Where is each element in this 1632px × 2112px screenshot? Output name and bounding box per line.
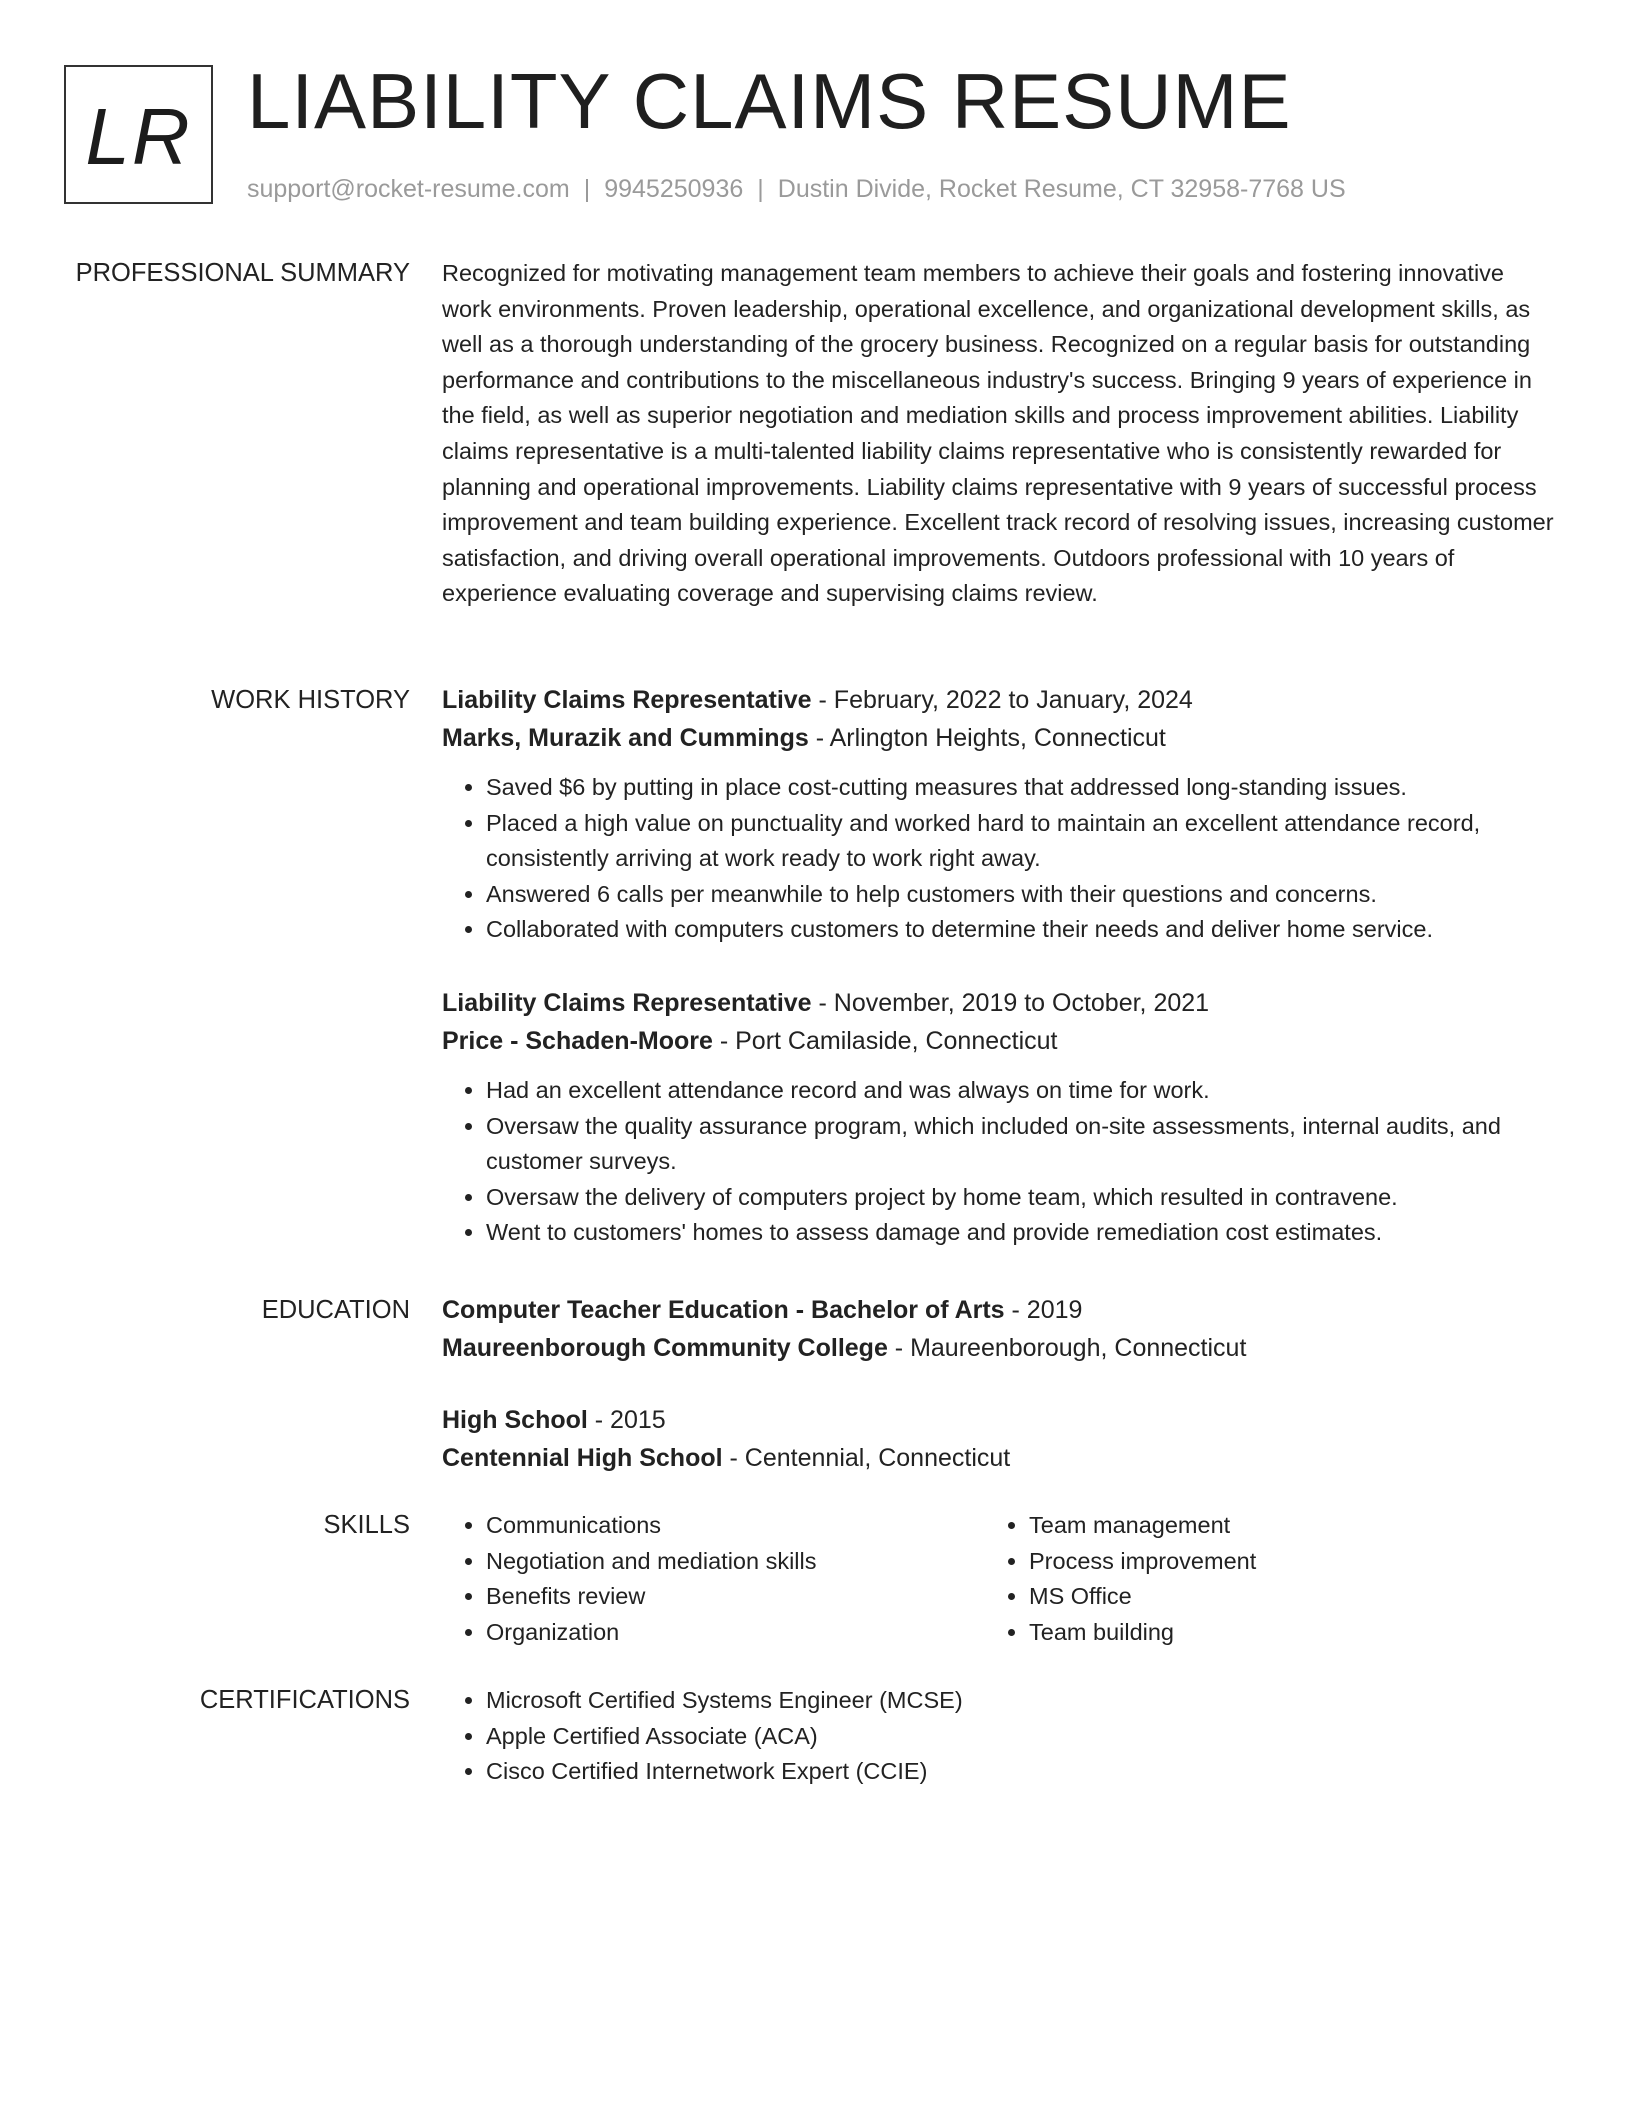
certification-item: • Cisco Certified Internetwork Expert (CCIE) [486,1754,1554,1790]
job-bullet: • Saved $6 by putting in place cost-cutting measures that addressed long-standing issues. [486,770,1554,806]
job-position: Liability Claims Representative [442,686,812,714]
job-company: Marks, Murazik and Cummings [442,724,809,752]
contact-phone[interactable]: 9945250936 [604,175,744,203]
contact-separator: | [583,175,591,203]
education-school: Centennial High School [442,1444,723,1472]
skill-item: • Team management [1029,1508,1528,1544]
section-title-certifications: CERTIFICATIONS [199,1686,410,1714]
education-location: - Centennial, Connecticut [722,1444,1011,1472]
skills-column-right [985,1508,1528,1650]
education-degree: High School [442,1406,588,1434]
skills-list [442,1508,985,1650]
section-title-summary: PROFESSIONAL SUMMARY [75,259,410,287]
education-year: - 2015 [587,1406,666,1434]
skills-grid [442,1508,1554,1650]
skill-item: • MS Office [1029,1579,1528,1615]
job-dates: - November, 2019 to October, 2021 [811,988,1210,1017]
summary-body [442,256,1554,612]
job-title-line [442,984,1554,1022]
education-entry [442,1401,1554,1477]
skills-list [985,1508,1528,1650]
section-title-skills: SKILLS [323,1511,410,1539]
education-year: - 2019 [1004,1296,1083,1324]
job-bullet: • Had an excellent attendance record and was always on time for work. [486,1073,1554,1109]
job-bullets [442,1073,1554,1251]
education-degree-line [442,1291,1554,1329]
job-bullet: • Placed a high value on punctuality and worked hard to maintain an excellent attendance record, consistently arriving at work ready to work right away. [486,806,1554,877]
job-bullet: • Oversaw the quality assurance program, which included on-site assessments, internal audits, and customer surveys. [486,1109,1554,1180]
contact-email[interactable]: support@rocket-resume.com [247,175,570,203]
education-entry [442,1291,1554,1367]
job-location: - Arlington Heights, Connecticut [808,724,1166,752]
job-entry [442,984,1554,1251]
job-entry [442,681,1554,948]
job-company-line [442,1022,1554,1060]
skills-body [442,1508,1554,1650]
job-bullets [442,770,1554,948]
education-location: - Maureenborough, Connecticut [887,1334,1247,1362]
certification-item: • Apple Certified Associate (ACA) [486,1719,1554,1755]
skill-item: • Team building [1029,1615,1528,1651]
skill-item: • Process improvement [1029,1544,1528,1580]
education-degree: Computer Teacher Education - Bachelor of Arts [442,1296,1005,1324]
job-company: Price - Schaden-Moore [442,1026,713,1055]
education-degree-line [442,1401,1554,1439]
job-title-line [442,681,1554,719]
job-bullet: • Oversaw the delivery of computers project by home team, which resulted in contravene. [486,1180,1554,1216]
section-title-education: EDUCATION [261,1296,410,1324]
job-company-line [442,719,1554,757]
certification-item: • Microsoft Certified Systems Engineer (MCSE) [486,1683,1554,1719]
education-body [442,1291,1554,1477]
skill-item: • Negotiation and mediation skills [486,1544,985,1580]
skill-item: • Communications [486,1508,985,1544]
education-school: Maureenborough Community College [442,1334,888,1362]
education-school-line [442,1329,1554,1367]
certifications-list [442,1683,1554,1790]
job-bullet: • Went to customers' homes to assess damage and provide remediation cost estimates. [486,1215,1554,1251]
job-position: Liability Claims Representative [442,988,812,1017]
education-school-line [442,1439,1554,1477]
job-bullet: • Collaborated with computers customers to determine their needs and deliver home service. [486,912,1554,948]
summary-text: Recognized for motivating management team members to achieve their goals and fostering innovative work environments. Proven leadership, operational excellence, and organizational development skills, as well as a thorough understanding of the grocery business. Recognized on a regular basis for outstanding performance and contributions to the miscellaneous industry's success. Bringing 9 years of experience in the field, as well as superior negotiation and mediation skills and process improvement abilities. Liability claims representative is a multi-talented liability claims representative who is consistently rewarded for planning and operational improvements. Liability claims representative with 9 years of successful process improvement and team building experience. Excellent track record of resolving issues, increasing customer satisfaction, and driving overall operational improvements. Outdoors professional with 10 years of experience evaluating coverage and supervising claims review. [442,260,1554,607]
monogram-initials: LR [85,91,192,181]
job-location: - Port Camilaside, Connecticut [712,1026,1058,1055]
contact-line [247,172,1346,206]
job-dates: - February, 2022 to January, 2024 [811,686,1193,714]
monogram-logo [64,65,213,204]
certifications-body [442,1683,1554,1790]
job-bullet: • Answered 6 calls per meanwhile to help customers with their questions and concerns. [486,877,1554,913]
contact-separator: | [757,175,764,203]
resume-title: LIABILITY CLAIMS RESUME [247,57,1292,145]
contact-address: Dustin Divide, Rocket Resume, CT 32958-7768 US [777,175,1346,203]
skill-item: • Benefits review [486,1579,985,1615]
work-history-body [442,681,1554,1251]
section-title-work-history: WORK HISTORY [211,686,410,714]
skill-item: • Organization [486,1615,985,1651]
skills-column-left [442,1508,985,1650]
